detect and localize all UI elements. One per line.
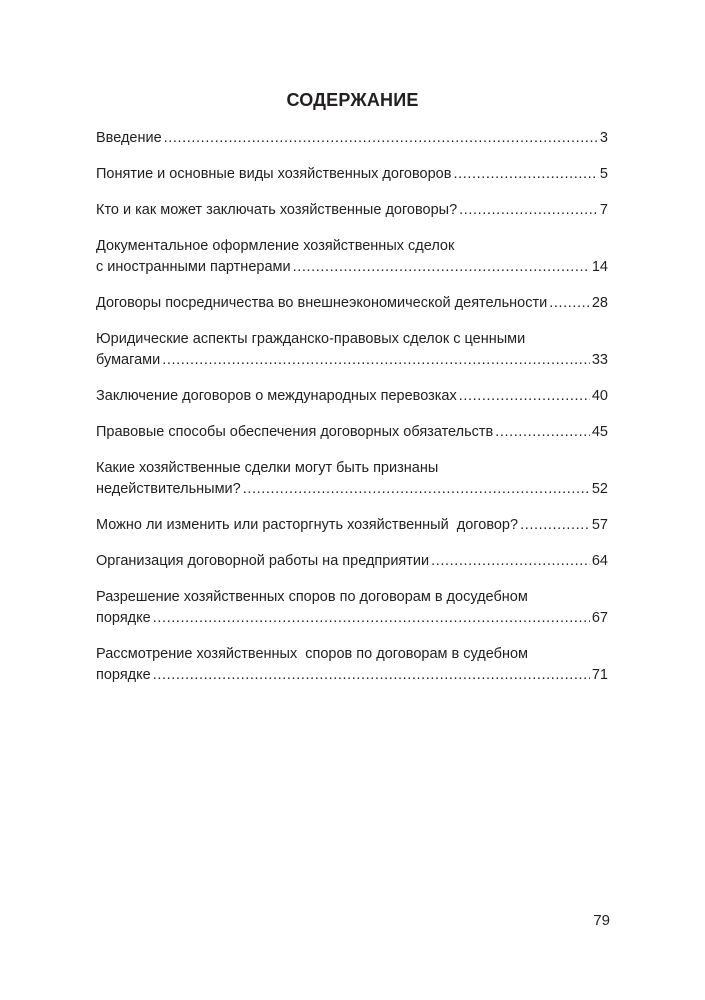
toc-entry-title: Заключение договоров о международных перевозках: [96, 388, 457, 404]
toc-entry-title: Введение: [96, 130, 162, 146]
toc-entry-page: 14: [591, 259, 608, 275]
toc-entry: [96, 515, 608, 536]
toc-entry: [96, 386, 608, 407]
toc-entry-title: Договоры посредничества во внешнеэкономической деятельности: [96, 295, 548, 311]
toc-entry: [96, 164, 608, 185]
toc-entry-title: недействительными?: [96, 481, 241, 497]
toc-entry-title-line1: Рассмотрение хозяйственных споров по договорам в судебном: [96, 646, 528, 662]
dot-leader: [153, 608, 590, 629]
dot-leader: [520, 515, 590, 536]
page-number: 79: [593, 912, 610, 929]
dot-leader: [162, 350, 590, 371]
dot-leader: [164, 128, 598, 149]
dot-leader: [431, 551, 590, 572]
toc-entry-title: порядке: [96, 667, 151, 683]
toc-entry: [96, 200, 608, 221]
toc-entry-page: 5: [599, 166, 608, 182]
toc-entry-title: Правовые способы обеспечения договорных обязательств: [96, 424, 494, 440]
dot-leader: [495, 422, 590, 443]
dot-leader: [459, 386, 590, 407]
toc-entry-title-line1: Юридические аспекты гражданско-правовых сделок с ценными: [96, 331, 526, 347]
toc-entry: [96, 587, 608, 629]
toc-entry-page: 28: [591, 295, 608, 311]
toc-entry-title-line1: Разрешение хозяйственных споров по договорам в досудебном: [96, 589, 528, 605]
toc-entry-page: 33: [591, 352, 608, 368]
toc-entry-title: порядке: [96, 610, 151, 626]
toc-entry-page: 45: [591, 424, 608, 440]
toc-entry-title: Понятие и основные виды хозяйственных договоров: [96, 166, 452, 182]
toc-entry: [96, 644, 608, 686]
toc-entry-page: 52: [591, 481, 608, 497]
toc-entry: [96, 551, 608, 572]
toc-entry-title: Можно ли изменить или расторгнуть хозяйственный договор?: [96, 517, 519, 533]
toc-entry-page: 3: [599, 130, 608, 146]
page-title: СОДЕРЖАНИЕ: [286, 90, 419, 110]
toc-entry-page: 7: [599, 202, 608, 218]
toc-entry: [96, 128, 608, 149]
dot-leader: [459, 200, 598, 221]
toc-entry: [96, 236, 608, 278]
dot-leader: [243, 479, 590, 500]
dot-leader: [293, 257, 590, 278]
dot-leader: [153, 665, 590, 686]
toc-entry: [96, 329, 608, 371]
toc-entry: [96, 458, 608, 500]
toc-entry-title-line1: Документальное оформление хозяйственных сделок: [96, 238, 455, 254]
toc-entry-page: 71: [591, 667, 608, 683]
toc-entry-page: 57: [591, 517, 608, 533]
dot-leader: [549, 293, 590, 314]
toc-entry-title: Организация договорной работы на предприятии: [96, 553, 430, 569]
toc-entry-title: с иностранными партнерами: [96, 259, 291, 275]
toc-entry: [96, 293, 608, 314]
toc-entry-title: Кто и как может заключать хозяйственные договоры?: [96, 202, 458, 218]
toc-entry-page: 67: [591, 610, 608, 626]
toc-entry-title: бумагами: [96, 352, 161, 368]
toc-entry-page: 64: [591, 553, 608, 569]
dot-leader: [453, 164, 597, 185]
toc-entry: [96, 422, 608, 443]
toc-entry-page: 40: [591, 388, 608, 404]
table-of-contents: [96, 128, 608, 701]
toc-entry-title-line1: Какие хозяйственные сделки могут быть признаны: [96, 460, 439, 476]
